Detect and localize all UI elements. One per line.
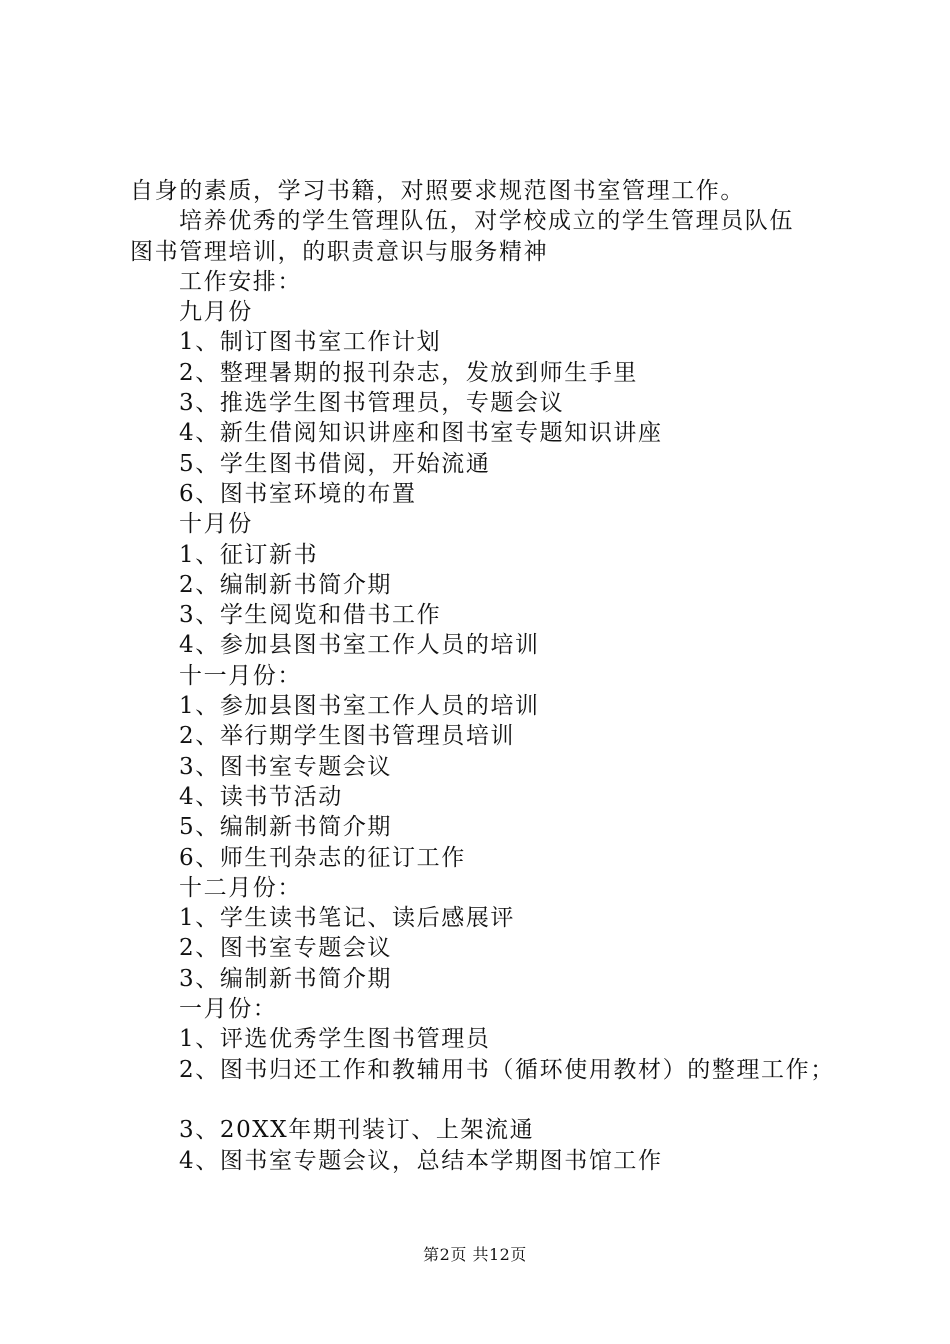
list-item: 3、20XX年期刊装订、上架流通 — [179, 1117, 535, 1144]
list-item: 6、师生刊杂志的征订工作 — [179, 844, 466, 871]
list-item: 2、编制新书简介期 — [179, 571, 393, 598]
month-heading: 九月份 — [179, 299, 253, 326]
list-item: 2、举行期学生图书管理员培训 — [179, 723, 516, 750]
section-heading: 工作安排： — [179, 268, 302, 295]
list-item: 3、编制新书简介期 — [179, 965, 393, 992]
paragraph-line: 图书管理培训，的职责意识与服务精神 — [130, 238, 549, 265]
month-heading: 十一月份： — [179, 662, 302, 689]
list-item: 5、学生图书借阅，开始流通 — [179, 450, 491, 477]
list-item: 2、整理暑期的报刊杂志，发放到师生手里 — [179, 359, 639, 386]
list-item: 3、推选学生图书管理员，专题会议 — [179, 390, 565, 417]
list-item: 1、制订图书室工作计划 — [179, 329, 442, 356]
list-item: 4、新生借阅知识讲座和图书室专题知识讲座 — [179, 420, 663, 447]
list-item: 6、图书室环境的布置 — [179, 480, 417, 507]
list-item: 3、学生阅览和借书工作 — [179, 602, 442, 629]
paragraph-line: 培养优秀的学生管理队伍，对学校成立的学生管理员队伍 — [179, 208, 794, 235]
list-item: 1、征订新书 — [179, 541, 319, 568]
month-heading: 一月份： — [179, 996, 278, 1023]
month-heading: 十月份 — [179, 511, 253, 538]
page-footer: 第2页 共12页 — [423, 1245, 527, 1264]
list-item: 2、图书室专题会议 — [179, 935, 393, 962]
list-item: 4、读书节活动 — [179, 783, 343, 810]
list-item: 1、参加县图书室工作人员的培训 — [179, 693, 540, 720]
list-item: 2、图书归还工作和教辅用书（循环使用教材）的整理工作； — [179, 1056, 835, 1083]
list-item: 5、编制新书简介期 — [179, 814, 393, 841]
document-body — [130, 176, 850, 1176]
paragraph-line: 自身的素质，学习书籍，对照要求规范图书室管理工作。 — [130, 178, 745, 204]
month-heading: 十二月份： — [179, 874, 302, 901]
list-item: 1、评选优秀学生图书管理员 — [179, 1026, 491, 1053]
list-item: 4、图书室专题会议，总结本学期图书馆工作 — [179, 1147, 663, 1174]
blank-line — [130, 1085, 850, 1115]
list-item: 1、学生读书笔记、读后感展评 — [179, 905, 516, 932]
list-item: 3、图书室专题会议 — [179, 753, 393, 780]
list-item: 4、参加县图书室工作人员的培训 — [179, 632, 540, 659]
